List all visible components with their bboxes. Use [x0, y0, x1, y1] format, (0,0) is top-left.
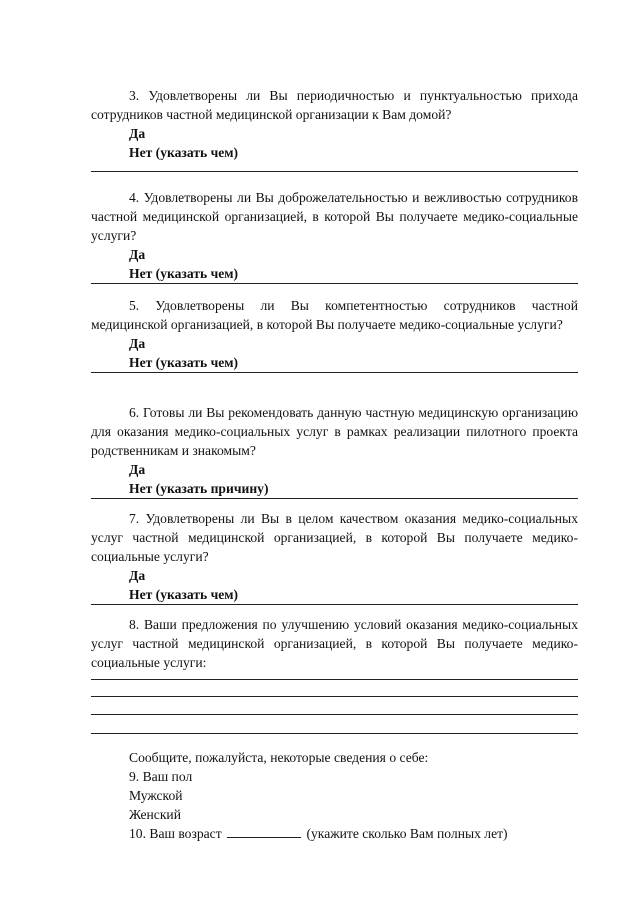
question-4-option-no[interactable]: Нет (указать чем) [91, 264, 578, 284]
question-8-answer-line-2[interactable] [91, 696, 578, 697]
question-8 [91, 615, 578, 672]
question-9-option-female[interactable]: Женский [129, 807, 181, 822]
question-5 [91, 296, 578, 373]
question-8-answer-line-4[interactable] [91, 733, 578, 734]
question-9-text: 9. Ваш пол [129, 769, 193, 784]
question-10-label: 10. Ваш возраст [129, 826, 222, 841]
question-3 [91, 86, 578, 162]
question-3-answer-line[interactable] [91, 171, 578, 172]
question-10 [129, 824, 578, 843]
question-3-text: 3. Удовлетворены ли Вы периодичностью и пунктуальностью прихода сотрудников частной медицинской организации к Вам домой? [91, 88, 578, 122]
question-3-option-yes[interactable]: Да [129, 126, 146, 141]
question-5-option-yes[interactable]: Да [129, 336, 146, 351]
question-8-text: 8. Ваши предложения по улучшению условий оказания медико-социальных услуг частной медицинской организацией, в которой Вы получаете медико-социальные услуги: [91, 617, 578, 670]
about-intro: Сообщите, пожалуйста, некоторые сведения о себе: [129, 750, 429, 765]
question-5-option-no[interactable]: Нет (указать чем) [91, 353, 578, 373]
question-6 [91, 403, 578, 499]
question-5-text: 5. Удовлетворены ли Вы компетентностью сотрудников частной медицинской организацией, в которой Вы получаете медико-социальные услуги? [91, 298, 578, 332]
question-4-option-yes[interactable]: Да [129, 247, 146, 262]
question-9-option-male[interactable]: Мужской [129, 788, 183, 803]
question-6-text: 6. Готовы ли Вы рекомендовать данную частную медицинскую организацию для оказания медико-социальных услуг в рамках реализации пилотного проекта родственникам и знакомым? [91, 405, 578, 458]
about-section [91, 748, 578, 843]
question-8-answer-line-1[interactable] [91, 679, 578, 680]
question-8-answer-line-3[interactable] [91, 714, 578, 715]
question-10-hint: (укажите сколько Вам полных лет) [306, 826, 508, 841]
question-7-option-no[interactable]: Нет (указать чем) [91, 585, 578, 605]
question-3-option-no[interactable]: Нет (указать чем) [129, 145, 239, 160]
age-input-line[interactable] [227, 824, 301, 838]
question-7-text: 7. Удовлетворены ли Вы в целом качеством оказания медико-социальных услуг частной медицинской организацией, в которой Вы получаете медико-социальные услуги? [91, 511, 578, 564]
question-4 [91, 188, 578, 284]
question-7 [91, 509, 578, 605]
question-6-option-no[interactable]: Нет (указать причину) [91, 479, 578, 499]
question-4-text: 4. Удовлетворены ли Вы доброжелательностью и вежливостью сотрудников частной медицинской организацией, в которой Вы получаете медико-социальные услуги? [91, 190, 578, 243]
question-7-option-yes[interactable]: Да [129, 568, 146, 583]
question-6-option-yes[interactable]: Да [129, 462, 146, 477]
